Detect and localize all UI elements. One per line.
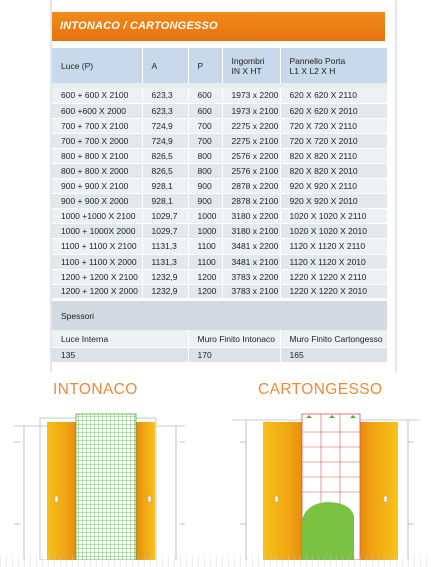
table-cell: 700 + 700 X 2000 <box>52 133 142 148</box>
floor-hatching <box>0 555 431 567</box>
table-cell: 920 X 920 X 2010 <box>280 194 387 209</box>
table-cell: 820 X 820 X 2010 <box>280 163 387 178</box>
table-cell: 600 <box>188 88 222 103</box>
table-cell: 1020 X 1020 X 2110 <box>280 209 387 224</box>
table-cell: 1973 x 2100 <box>222 103 280 118</box>
cartongesso-title: CARTONGESSO <box>258 381 383 398</box>
table-row <box>52 239 387 254</box>
table-cell: 720 X 720 X 2110 <box>280 118 387 133</box>
spec-table <box>52 48 387 362</box>
table-cell: 1000 <box>188 224 222 239</box>
table-cell: 1200 + 1200 X 2100 <box>52 269 142 284</box>
intonaco-drawing <box>14 412 185 560</box>
table-cell: 1029,7 <box>142 224 188 239</box>
table-cell: 1220 X 1220 X 2010 <box>280 284 387 299</box>
table-row <box>52 209 387 224</box>
cartongesso-door-illustration <box>232 412 420 560</box>
table-cell: 1131,3 <box>142 239 188 254</box>
table-cell: 1000 <box>188 209 222 224</box>
table-cell: 826,5 <box>142 163 188 178</box>
table-cell: 800 + 800 X 2100 <box>52 148 142 163</box>
table-row <box>52 194 387 209</box>
table-row <box>52 118 387 133</box>
table-cell: 3783 x 2200 <box>222 269 280 284</box>
table-cell: 620 X 620 X 2010 <box>280 103 387 118</box>
spessori-row <box>52 299 387 330</box>
table-cell: 3481 x 2100 <box>222 254 280 269</box>
muro-intonaco-value: 170 <box>188 347 280 362</box>
intonaco-title: INTONACO <box>53 381 138 398</box>
table-row <box>52 284 387 299</box>
table-cell: 2275 x 2100 <box>222 133 280 148</box>
muro-cartongesso-value: 165 <box>280 347 387 362</box>
table-cell: 2878 x 2200 <box>222 179 280 194</box>
col-p: P <box>188 48 222 83</box>
table-cell: 900 <box>188 179 222 194</box>
table-cell: 600 +600 X 2000 <box>52 103 142 118</box>
table-cell: 1000 + 1000X 2000 <box>52 224 142 239</box>
table-cell: 1200 <box>188 269 222 284</box>
table-cell: 1100 <box>188 239 222 254</box>
table-row <box>52 163 387 178</box>
table-cell: 1131,3 <box>142 254 188 269</box>
table-cell: 3481 x 2200 <box>222 239 280 254</box>
table-row <box>52 269 387 284</box>
luce-interna-label: Luce Interna <box>52 330 188 347</box>
table-cell: 3180 x 2200 <box>222 209 280 224</box>
table-cell: 1000 +1000 X 2100 <box>52 209 142 224</box>
table-row <box>52 254 387 269</box>
table-cell: 900 <box>188 194 222 209</box>
table-cell: 920 X 920 X 2110 <box>280 179 387 194</box>
table-cell: 1200 + 1200 X 2000 <box>52 284 142 299</box>
col-pannello: Pannello Porta L1 X L2 X H <box>280 48 387 83</box>
right-guide-line <box>395 0 397 372</box>
table-cell: 2576 x 2200 <box>222 148 280 163</box>
table-cell: 623,3 <box>142 103 188 118</box>
table-cell: 1232,9 <box>142 269 188 284</box>
col-a: A <box>142 48 188 83</box>
spessori-label: Spessori <box>52 299 387 330</box>
spessori-header-row <box>52 330 387 347</box>
table-cell: 700 <box>188 118 222 133</box>
col-luce: Luce (P) <box>52 48 142 83</box>
table-cell: 900 + 900 X 2000 <box>52 194 142 209</box>
table-header-row <box>52 48 387 83</box>
intonaco-door-illustration <box>14 412 185 560</box>
table-cell: 826,5 <box>142 148 188 163</box>
table-cell: 900 + 900 X 2100 <box>52 179 142 194</box>
table-cell: 3180 x 2100 <box>222 224 280 239</box>
table-cell: 928,1 <box>142 179 188 194</box>
table-cell: 1220 X 1220 X 2110 <box>280 269 387 284</box>
table-cell: 2878 x 2100 <box>222 194 280 209</box>
table-row <box>52 133 387 148</box>
table-cell: 800 <box>188 148 222 163</box>
muro-cartongesso-label: Muro Finito Cartongesso <box>280 330 387 347</box>
table-row <box>52 224 387 239</box>
table-cell: 2576 x 2100 <box>222 163 280 178</box>
table-cell: 1100 <box>188 254 222 269</box>
luce-interna-value: 135 <box>52 347 188 362</box>
table-cell: 1973 x 2200 <box>222 88 280 103</box>
table-cell: 600 <box>188 103 222 118</box>
table-cell: 1100 + 1100 X 2000 <box>52 254 142 269</box>
table-cell: 700 + 700 X 2100 <box>52 118 142 133</box>
table-cell: 1120 X 1120 X 2010 <box>280 254 387 269</box>
table-cell: 1232,9 <box>142 284 188 299</box>
table-title-banner: INTONACO / CARTONGESSO <box>52 12 385 41</box>
table-cell: 1100 + 1100 X 2100 <box>52 239 142 254</box>
table-row <box>52 88 387 103</box>
table-cell: 1200 <box>188 284 222 299</box>
table-cell: 724,9 <box>142 133 188 148</box>
table-cell: 620 X 620 X 2110 <box>280 88 387 103</box>
table-row <box>52 103 387 118</box>
spessori-value-row <box>52 347 387 362</box>
table-cell: 3783 x 2100 <box>222 284 280 299</box>
table-cell: 800 <box>188 163 222 178</box>
muro-intonaco-label: Muro Finito Intonaco <box>188 330 280 347</box>
table-cell: 720 X 720 X 2010 <box>280 133 387 148</box>
table-cell: 820 X 820 X 2110 <box>280 148 387 163</box>
table-row <box>52 148 387 163</box>
table-cell: 2275 x 2200 <box>222 118 280 133</box>
col-ingombri: Ingombri IN X HT <box>222 48 280 83</box>
table-cell: 600 + 600 X 2100 <box>52 88 142 103</box>
table-cell: 928,1 <box>142 194 188 209</box>
table-row <box>52 179 387 194</box>
table-cell: 700 <box>188 133 222 148</box>
table-cell: 724,9 <box>142 118 188 133</box>
table-cell: 1029,7 <box>142 209 188 224</box>
table-cell: 1020 X 1020 X 2010 <box>280 224 387 239</box>
table-cell: 1120 X 1120 X 2110 <box>280 239 387 254</box>
cartongesso-drawing <box>232 412 420 560</box>
table-cell: 623,3 <box>142 88 188 103</box>
table-cell: 800 + 800 X 2000 <box>52 163 142 178</box>
